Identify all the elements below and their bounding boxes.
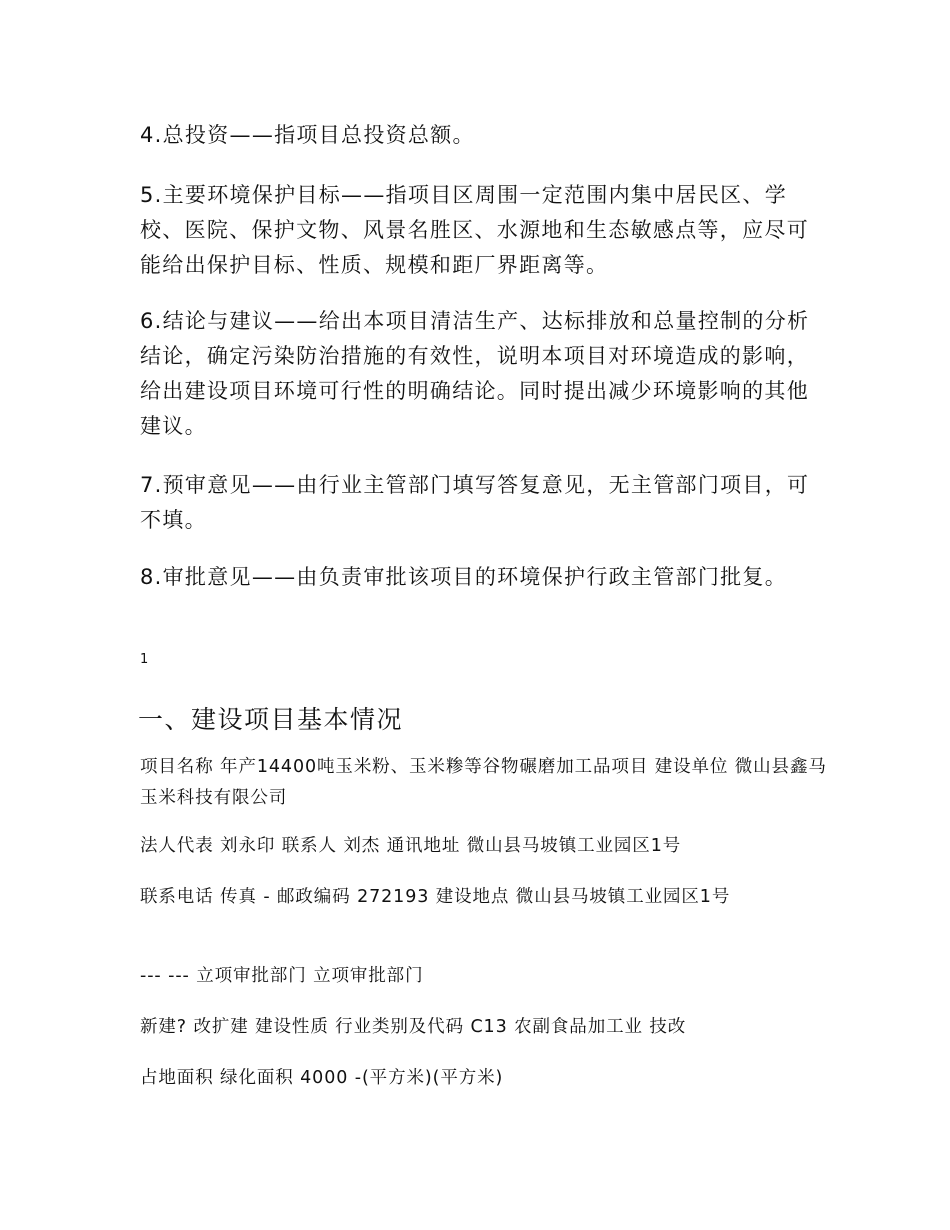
item-total-investment: 4.总投资——指项目总投资总额。 — [140, 123, 475, 147]
info-line-legal-rep: 法人代表 刘永印 联系人 刘杰 通讯地址 微山县马坡镇工业园区1号 — [140, 836, 682, 856]
info-line-approval-dept: --- --- 立项审批部门 立项审批部门 — [140, 966, 424, 986]
item-protection-targets: 5.主要环境保护目标——指项目区周围一定范围内集中居民区、学校、医院、保护文物、风景名胜区、水源地和生态敏感点等，应尽可能给出保护目标、性质、规模和距厂界距离等。 — [140, 183, 809, 277]
info-line-contact-phone: 联系电话 传真 - 邮政编码 272193 建设地点 微山县马坡镇工业园区1号 — [140, 887, 731, 907]
item-preliminary-review: 7.预审意见——由行业主管部门填写答复意见，无主管部门项目，可不填。 — [140, 473, 810, 532]
info-line-project-name: 项目名称 年产14400吨玉米粉、玉米糁等谷物碾磨加工品项目 建设单位 微山县鑫马玉米科技有限公司 — [140, 757, 827, 808]
page-number: 1 — [140, 652, 149, 667]
info-line-construction-nature: 新建? 改扩建 建设性质 行业类别及代码 C13 农副食品加工业 技改 — [140, 1017, 687, 1037]
item-conclusions: 6.结论与建议——给出本项目清洁生产、达标排放和总量控制的分析结论，确定污染防治措施的有效性，说明本项目对环境造成的影响，给出建设项目环境可行性的明确结论。同时提出减少环境影响的其他建议。 — [140, 309, 810, 438]
item-approval-opinion: 8.审批意见——由负责审批该项目的环境保护行政主管部门批复。 — [140, 565, 788, 589]
section-title: 一、建设项目基本情况 — [138, 705, 404, 734]
info-line-area: 占地面积 绿化面积 4000 -(平方米)(平方米) — [140, 1068, 504, 1088]
